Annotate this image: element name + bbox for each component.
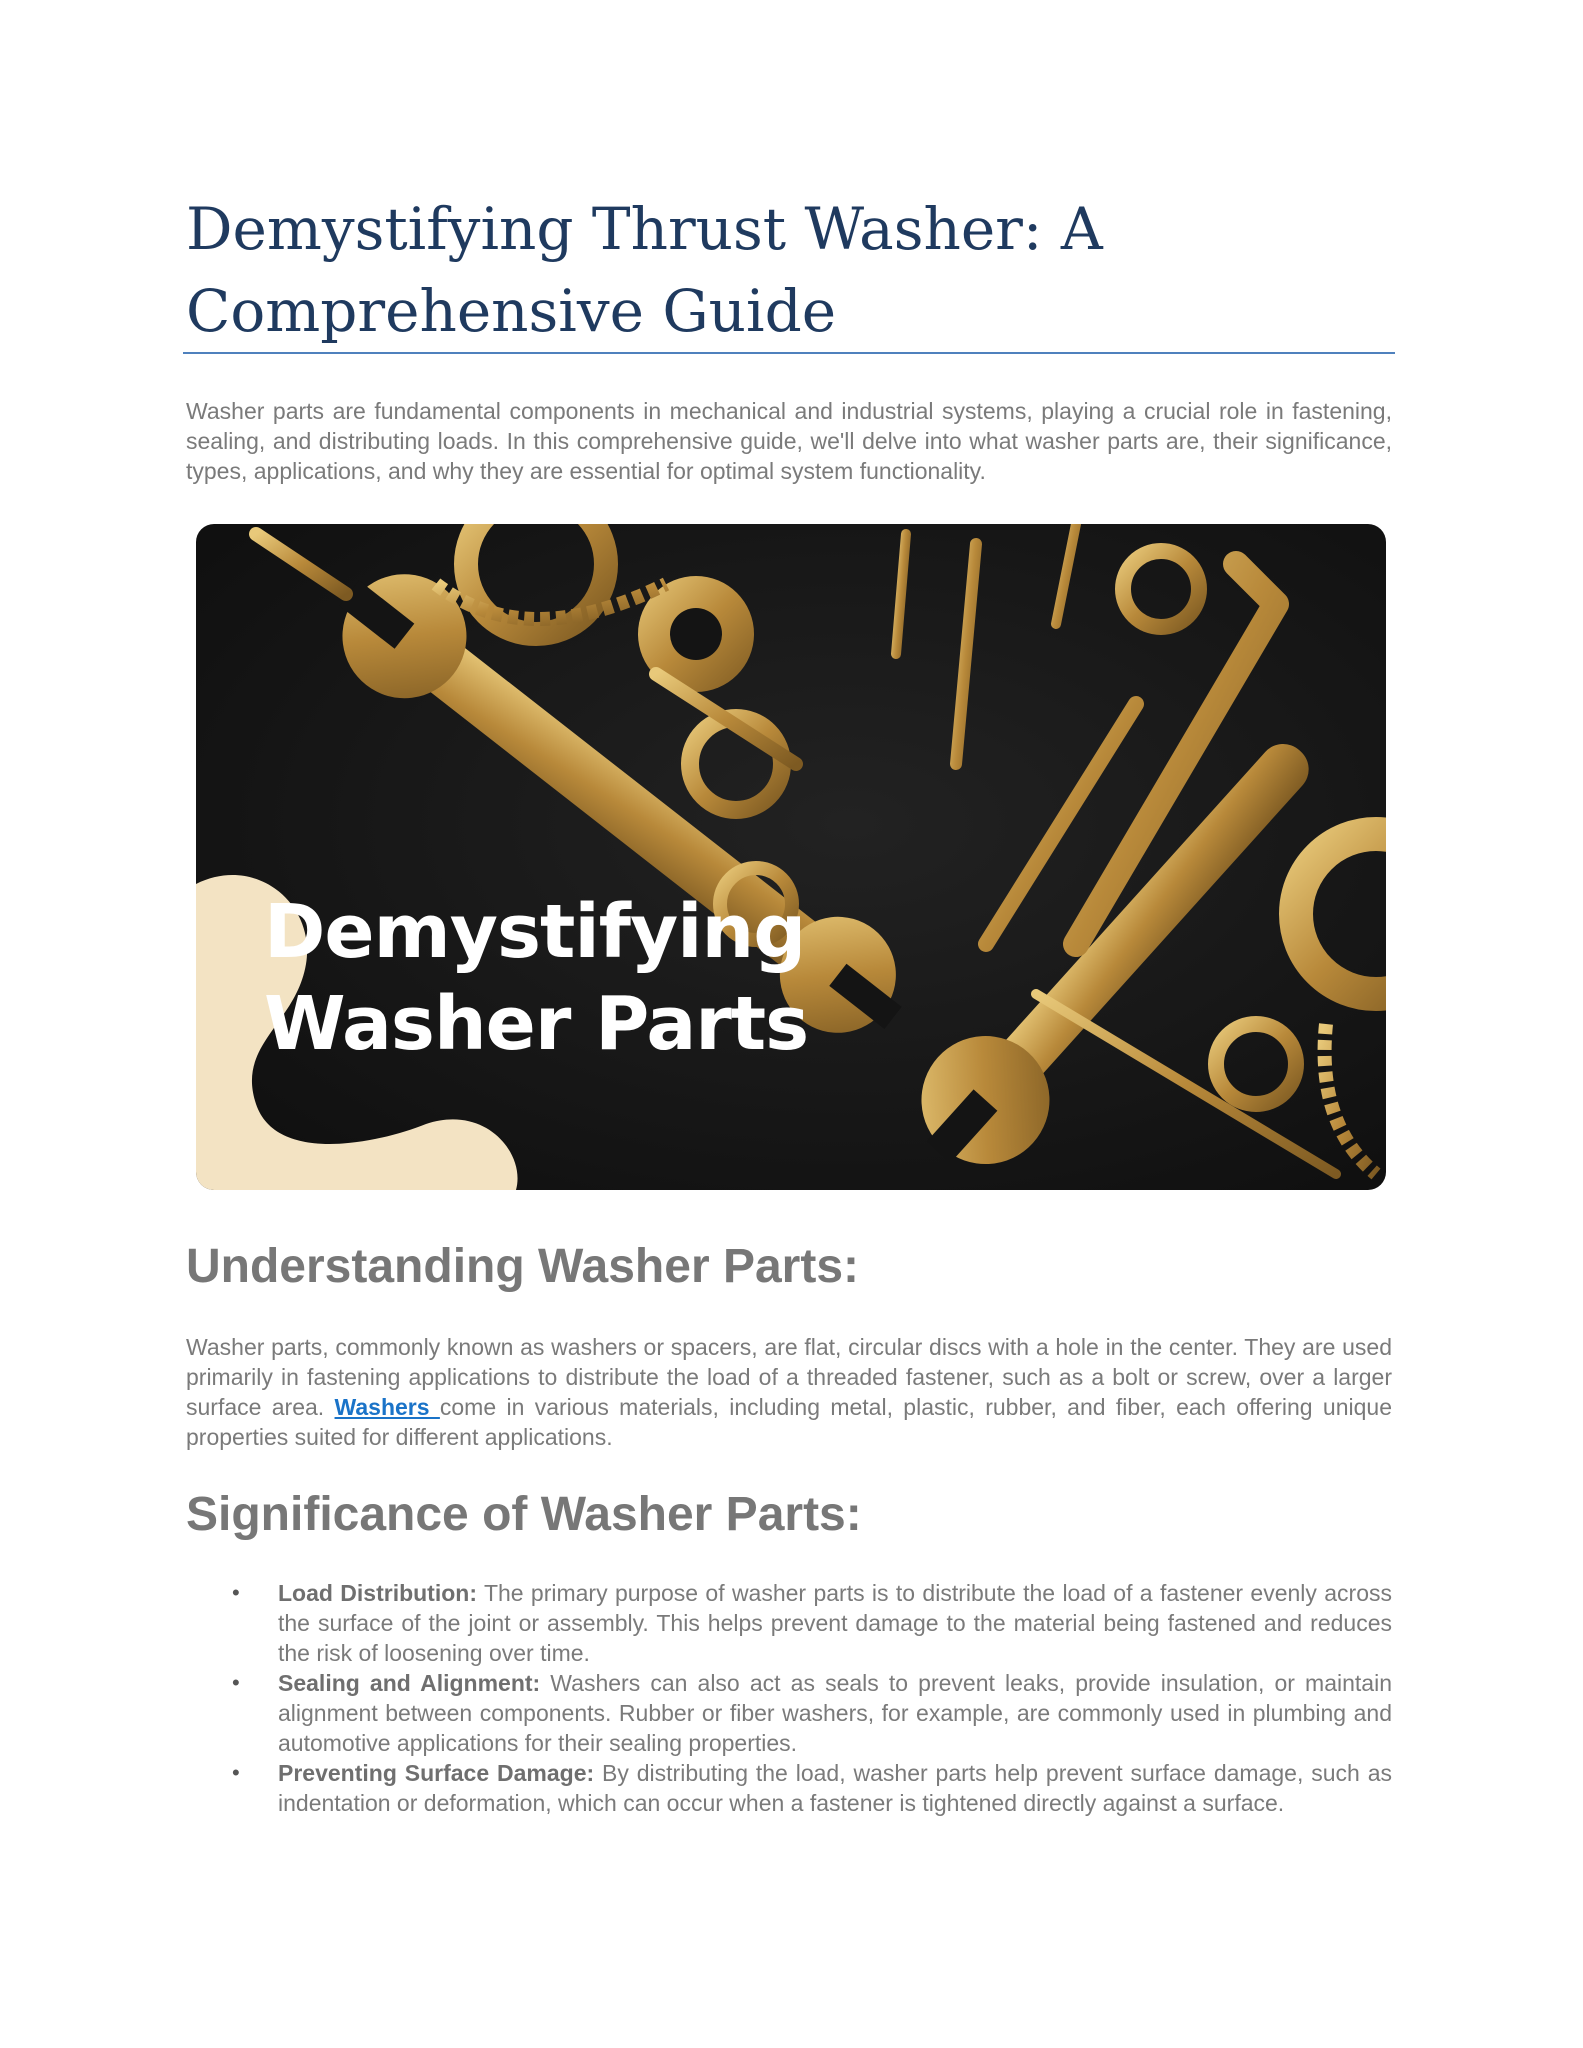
understanding-paragraph <box>186 1332 1392 1452</box>
list-item-label: Preventing Surface Damage: <box>278 1760 595 1786</box>
section-heading-significance: Significance of Washer Parts: <box>186 1488 862 1541</box>
list-item <box>232 1578 1392 1668</box>
hero-caption-line2: Washer Parts <box>264 981 809 1067</box>
bullet-icon: • <box>232 1580 240 1605</box>
understanding-text-b: come in various materials, including metal, plastic, rubber, and fiber, each offering unique properties suited for different applications. <box>186 1394 1392 1450</box>
title-underline <box>183 352 1395 354</box>
bullet-icon: • <box>232 1760 240 1785</box>
intro-paragraph: Washer parts are fundamental components in mechanical and industrial systems, playing a crucial role in fastening, sealing, and distributing loads. In this comprehensive guide, we'll delve into what washer parts are, their significance, types, applications, and why they are essential for optimal system functionality. <box>186 398 1392 484</box>
list-item-text: Washers can also act as seals to prevent leaks, provide insulation, or maintain alignment between components. Rubber or fiber washers, for example, are commonly used in plumbing and automotive applications for their sealing properties. <box>278 1670 1392 1756</box>
document-title: Demystifying Thrust Washer: A Comprehensive Guide <box>186 195 1103 345</box>
hero-caption-line1: Demystifying <box>264 889 806 975</box>
significance-list <box>232 1578 1392 1818</box>
hero-image <box>196 524 1386 1190</box>
bullet-icon: • <box>232 1670 240 1695</box>
tools-illustration <box>196 524 1386 1190</box>
list-item <box>232 1758 1392 1818</box>
hero-caption <box>264 886 808 1070</box>
section-heading-understanding: Understanding Washer Parts: <box>186 1240 860 1293</box>
list-item-text: The primary purpose of washer parts is to distribute the load of a fastener evenly across the surface of the joint or assembly. This helps prevent damage to the material being fastened and reduces the risk of loosening over time. <box>278 1580 1392 1666</box>
list-item-label: Sealing and Alignment: <box>278 1670 541 1696</box>
understanding-text-a: Washer parts, commonly known as washers or spacers, are flat, circular discs with a hole in the center. They are used primarily in fastening applications to distribute the load of a threaded fastener, such as a bolt or screw, over a larger surface area. <box>186 1334 1392 1420</box>
list-item-text: By distributing the load, washer parts help prevent surface damage, such as indentation or deformation, which can occur when a fastener is tightened directly against a surface. <box>278 1760 1392 1816</box>
list-item <box>232 1668 1392 1758</box>
list-item-label: Load Distribution: <box>278 1580 477 1606</box>
washers-link[interactable]: Washers <box>334 1394 440 1420</box>
